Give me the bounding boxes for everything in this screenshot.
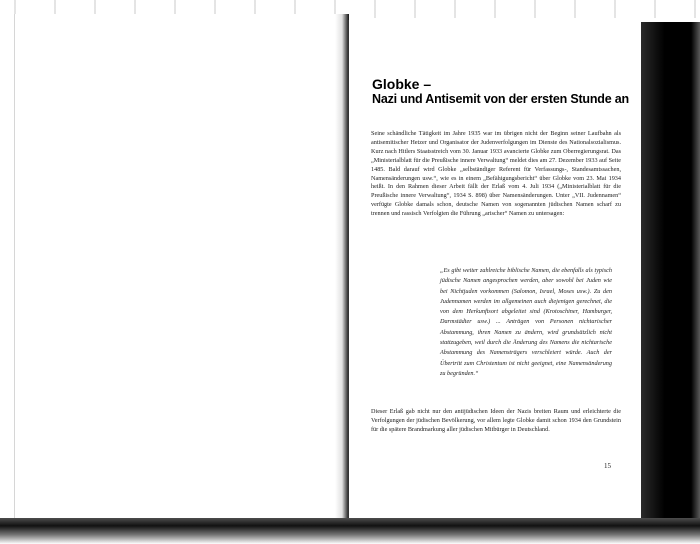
left-blank-page (14, 14, 345, 520)
title-line-2: Nazi und Antisemit von der ersten Stunde an (372, 92, 629, 106)
scan-right-shadow (641, 22, 700, 522)
body-paragraph-1: Seine schändliche Tätigkeit im Jahre 1935 war im übrigen nicht der Beginn seiner Laufbahn als antisemitischer Hetzer und Organisator der Judenverfolgungen im Dienste des Nationalsozialismus. Kurz nach Hitlers Staatsstreich vom 30. Januar 1933 avancierte Globke zum Oberregierungsrat. Das „Ministerialblatt für die Preußische innere Verwaltung“ meldet dies am 27. Dezember 1933 auf Seite 1485. Bald darauf wird Globke „selbständiger Referent für Verfassungs-, Standesamtssachen, Namensänderungen usw.“, wie es in einem „Befähigungsbericht“ über Globke vom 23. Mai 1934 heißt. In den Rahmen dieser Arbeit fällt der Erlaß vom 4. Juli 1934 („Ministerialblatt für die Preußische innere Verwaltung“, 1934 S. 898) über Namensänderungen. Unter „VII. Judennamen“ verfügte Globke damals schon, deutsche Namen von sogenannten jüdischen Namen scharf zu trennen und rassisch Verfolgten die Führung „arischer“ Namen zu untersagen: (371, 130, 621, 218)
book-gutter (335, 14, 349, 522)
scan-bottom-shadow (0, 518, 700, 544)
title-line-1: Globke – (372, 76, 432, 92)
body-paragraph-2: Dieser Erlaß gab nicht nur den antijüdischen Ideen der Nazis breiten Raum und erleichterte die Verfolgungen der jüdischen Bevölkerung, vor allem legte Globke damit schon 1934 den Grundstein für die spätere Brandmarkung aller jüdischen Mitbürger in Deutschland. (371, 408, 621, 433)
chapter-title (372, 76, 642, 107)
page-number: 15 (604, 462, 611, 470)
decree-quote: „Es gibt weiter zahlreiche biblische Namen, die ebenfalls als typisch jüdische Namen angesprochen werden, aber sowohl bei Juden wie bei Nichtjuden vorkommen (Salomon, Israel, Moses usw.). Zu den Judennamen werden im allgemeinen auch diejenigen gerechnet, die von dem Herkunftsort abgeleitet sind (Krotoschiner, Hamburger, Darmstädter usw.) ... Anträgen von Personen nichtarischer Abstammung, ihren Namen zu ändern, wird grundsätzlich nicht stattzugeben, weil durch die Änderung des Namens die nichtarische Abstammung des Namensträgers verschleiert würde. Auch der Übertritt zum Christentum ist nicht geeignet, eine Namensänderung zu begründen.“ (440, 267, 612, 377)
